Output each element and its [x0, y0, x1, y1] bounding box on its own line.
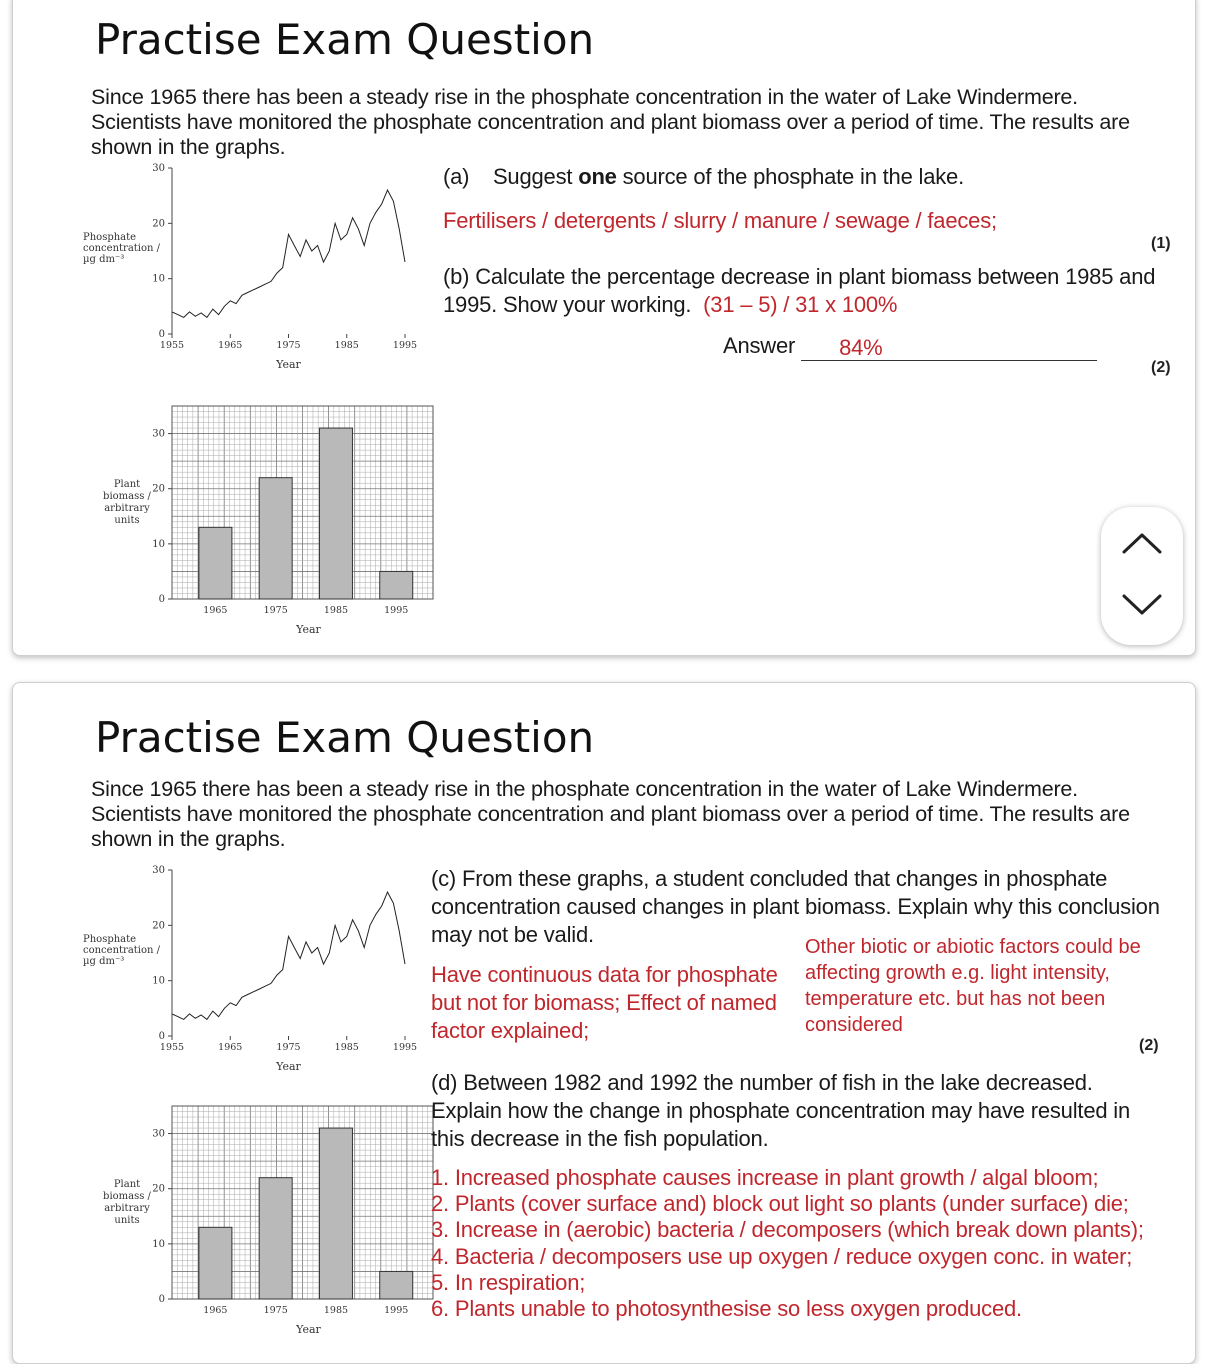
y-tick-label: 10	[152, 538, 165, 550]
y-axis-label: biomass /	[103, 1191, 151, 1202]
question-d: (d) Between 1982 and 1992 the number of fish in the lake decreased. Explain how the change in phosphate concentration may have resulted in this decrease in the fish population.	[431, 1070, 1131, 1151]
y-axis-label: biomass /	[103, 491, 151, 502]
chevron-up-icon	[1101, 507, 1183, 576]
chevron-down-icon	[1101, 576, 1183, 645]
answer-line	[801, 332, 1097, 361]
x-tick-label: 1975	[263, 605, 288, 616]
x-tick-label: 1995	[392, 340, 418, 351]
answer-d-point: 1. Increased phosphate causes increase in plant growth / algal bloom;	[431, 1165, 1099, 1190]
slide-title: Practise Exam Question	[95, 15, 595, 64]
y-tick-label: 30	[152, 1128, 165, 1140]
x-tick-label: 1975	[276, 1042, 301, 1053]
y-axis-label: Plant	[113, 1179, 141, 1190]
phosphate-line-chart	[75, 158, 425, 373]
y-tick-label: 0	[158, 329, 165, 340]
slide-card-1	[12, 0, 1196, 656]
x-tick-label: 1975	[276, 340, 301, 351]
x-tick-label: 1975	[263, 1305, 288, 1316]
slide-navigator	[1101, 507, 1183, 645]
y-tick-label: 0	[158, 1294, 165, 1305]
x-axis-label: Year	[296, 623, 321, 636]
y-tick-label: 30	[152, 428, 165, 440]
y-tick-label: 0	[158, 594, 165, 605]
bar	[380, 1271, 413, 1299]
answer-label: Answer	[723, 333, 796, 358]
bar	[380, 571, 413, 599]
biomass-bar-chart	[75, 1101, 435, 1346]
answer-b-value: 84%	[839, 335, 883, 360]
marks-a: (1)	[1151, 235, 1171, 252]
slide-title: Practise Exam Question	[95, 713, 595, 762]
question-a: (a) Suggest one source of the phosphate in the lake.	[443, 164, 965, 189]
intro-paragraph: Since 1965 there has been a steady rise in the phosphate concentration in the water of Lake Windermere. Scientists have monitored the phosphate concentration and plant biomass over a period of time. The results are shown in the graphs.	[91, 85, 1130, 159]
y-axis-label: concentration /	[83, 243, 161, 254]
phosphate-line-chart	[75, 860, 425, 1075]
y-axis-label: µg dm⁻³	[83, 956, 125, 967]
marks-c: (2)	[1139, 1037, 1159, 1054]
bar	[259, 1178, 292, 1299]
x-axis-label: Year	[276, 1060, 301, 1073]
y-tick-label: 0	[158, 1031, 165, 1042]
bar	[199, 527, 232, 599]
x-tick-label: 1955	[159, 1042, 185, 1053]
answer-c-main: Have continuous data for phosphate but not for biomass; Effect of named factor explained;	[431, 962, 778, 1043]
marks-b: (2)	[1151, 359, 1171, 376]
next-slide-button[interactable]	[1101, 576, 1183, 645]
y-axis-label: units	[114, 515, 140, 526]
answer-b-working: (31 – 5) / 31 x 100%	[703, 292, 898, 317]
y-tick-label: 20	[152, 218, 165, 230]
x-tick-label: 1995	[384, 605, 409, 616]
answer-c-side: Other biotic or abiotic factors could be affecting growth e.g. light intensity, temperature etc. but has not been considered	[805, 936, 1141, 1036]
answer-d-point: 3. Increase in (aerobic) bacteria / decomposers (which break down plants);	[431, 1217, 1144, 1243]
answer-d-list	[431, 1165, 1183, 1322]
bar	[319, 428, 352, 599]
y-tick-label: 20	[152, 1183, 165, 1195]
x-tick-label: 1965	[218, 340, 243, 351]
intro-paragraph: Since 1965 there has been a steady rise in the phosphate concentration in the water of Lake Windermere. Scientists have monitored the phosphate concentration and plant biomass over a period of time. The results are shown in the graphs.	[91, 777, 1130, 851]
answer-d-point: 2. Plants (cover surface and) block out light so plants (under surface) die;	[431, 1191, 1129, 1217]
question-c: (c) From these graphs, a student concluded that changes in phosphate concentration caused changes in plant biomass. Explain why this conclusion may not be valid.	[431, 866, 1160, 947]
y-axis-label: Phosphate	[83, 232, 137, 243]
y-tick-label: 30	[152, 865, 165, 876]
biomass-bar-chart	[75, 401, 435, 646]
x-axis-label: Year	[296, 1323, 321, 1336]
y-axis-label: units	[114, 1215, 140, 1226]
y-tick-label: 30	[152, 163, 165, 174]
x-tick-label: 1965	[203, 605, 228, 616]
x-tick-label: 1995	[384, 1305, 409, 1316]
answer-d-point: 4. Bacteria / decomposers use up oxygen / reduce oxygen conc. in water;	[431, 1243, 1133, 1269]
previous-slide-button[interactable]	[1101, 507, 1183, 576]
x-tick-label: 1955	[159, 340, 185, 351]
y-axis-label: arbitrary	[104, 1203, 150, 1214]
x-tick-label: 1995	[392, 1042, 418, 1053]
x-tick-label: 1965	[203, 1305, 228, 1316]
y-axis-label: concentration /	[83, 945, 161, 956]
answer-a: Fertilisers / detergents / slurry / manure / sewage / faeces;	[443, 208, 997, 233]
y-axis-label: arbitrary	[104, 503, 150, 514]
bar	[319, 1128, 352, 1299]
x-tick-label: 1965	[218, 1042, 243, 1053]
bar	[259, 478, 292, 599]
y-tick-label: 10	[152, 1238, 165, 1250]
question-a-label: (a)	[443, 164, 470, 189]
bar	[199, 1227, 232, 1299]
y-tick-label: 20	[152, 920, 165, 932]
question-b: (b) Calculate the percentage decrease in plant biomass between 1985 and 1995. Show your working. (31 – 5) / 31 x 100%	[443, 264, 1156, 317]
x-tick-label: 1985	[323, 605, 349, 616]
x-tick-label: 1985	[323, 1305, 349, 1316]
y-tick-label: 10	[152, 975, 165, 987]
y-axis-label: Plant	[113, 479, 141, 490]
x-tick-label: 1985	[334, 1042, 359, 1053]
y-axis-label: Phosphate	[83, 934, 137, 945]
y-axis-label: µg dm⁻³	[83, 254, 125, 265]
y-tick-label: 10	[152, 273, 165, 285]
phosphate-series-line	[172, 190, 405, 317]
y-tick-label: 20	[152, 483, 165, 495]
phosphate-series-line	[172, 892, 405, 1019]
answer-b-row	[723, 332, 1097, 361]
x-tick-label: 1985	[334, 340, 359, 351]
x-axis-label: Year	[276, 358, 301, 371]
answer-d-point: 5. In respiration;	[431, 1269, 586, 1295]
slide-card-2	[12, 682, 1196, 1364]
answer-d-point: 6. Plants unable to photosynthesise so less oxygen produced.	[431, 1296, 1022, 1322]
